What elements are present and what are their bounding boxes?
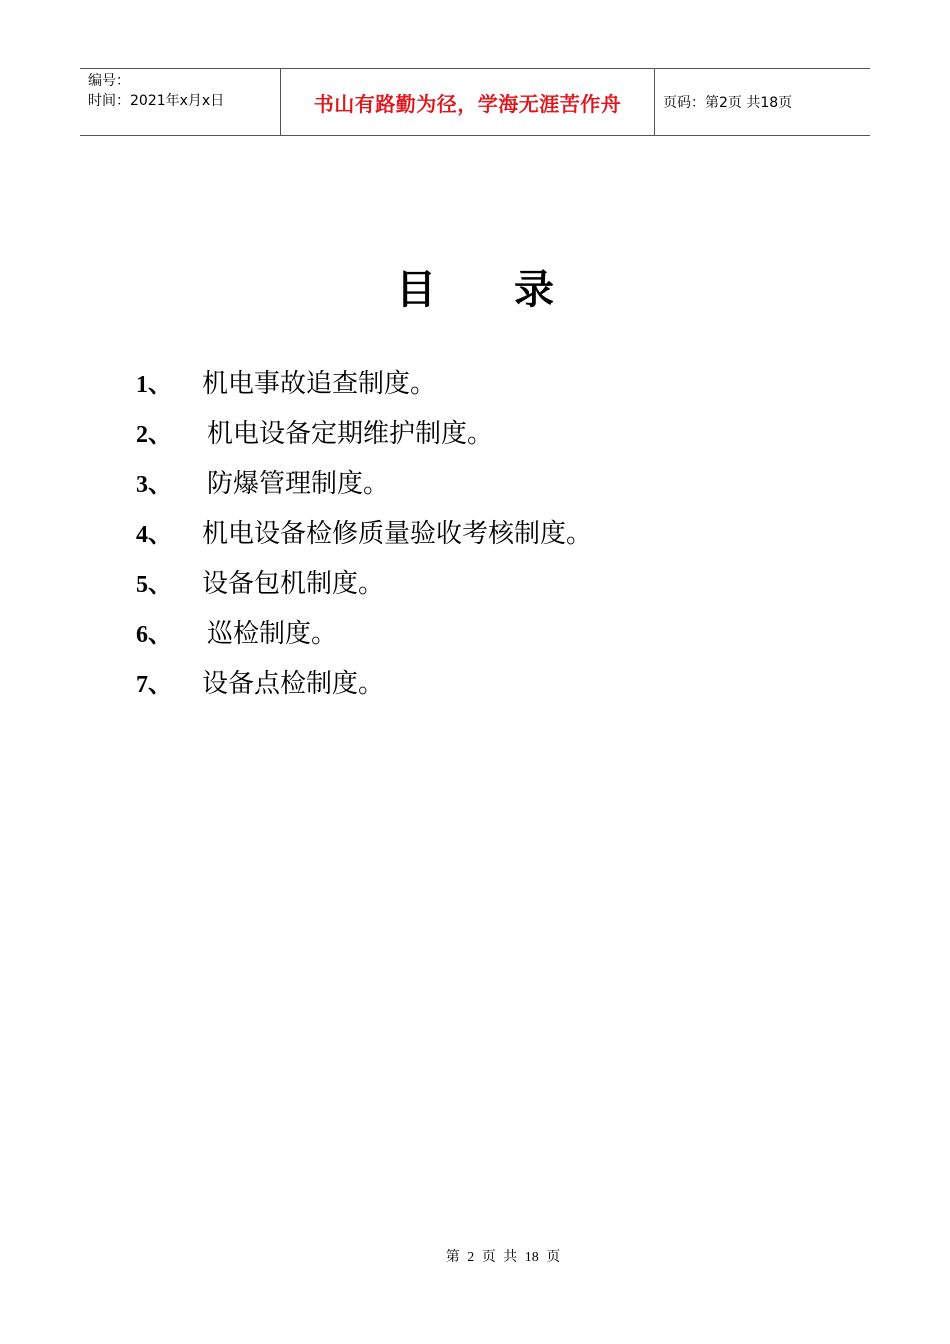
header-time-label: 时间：2021年x月x日 xyxy=(88,93,225,109)
toc-item-number: 1、 xyxy=(136,372,172,398)
toc-item-text: 机电设备检修质量验收考核制度。 xyxy=(202,519,593,549)
toc-item-number: 6、 xyxy=(136,622,172,648)
toc-item xyxy=(136,362,592,412)
toc-item-text: 设备包机制度。 xyxy=(202,569,385,599)
toc-item xyxy=(136,512,592,562)
header-meta xyxy=(80,69,281,135)
toc-item-text: 设备点检制度。 xyxy=(202,669,385,699)
toc-item-text: 机电设备定期维护制度。 xyxy=(207,419,494,449)
toc-item-text: 巡检制度。 xyxy=(207,619,338,649)
toc-item-number: 2、 xyxy=(136,422,172,448)
toc-item-text: 防爆管理制度。 xyxy=(207,469,390,499)
page-footer: 第 2 页 共 18 页 xyxy=(445,1250,561,1265)
toc-item xyxy=(136,662,592,712)
toc-item-text: 机电事故追查制度。 xyxy=(202,369,437,399)
toc-item xyxy=(136,462,592,512)
toc-item xyxy=(136,612,592,662)
toc-list xyxy=(136,362,592,712)
page-header xyxy=(80,68,870,136)
header-motto: 书山有路勤为径，学海无涯苦作舟 xyxy=(313,91,622,116)
header-page-info-cell xyxy=(655,69,870,135)
toc-item xyxy=(136,562,592,612)
toc-item xyxy=(136,412,592,462)
toc-item-number: 3、 xyxy=(136,472,172,498)
header-motto-cell xyxy=(281,69,655,135)
header-number-label: 编号： xyxy=(88,73,130,89)
toc-item-number: 7、 xyxy=(136,672,172,698)
toc-item-number: 5、 xyxy=(136,572,172,598)
toc-item-number: 4、 xyxy=(136,522,172,548)
toc-title: 目录 xyxy=(396,267,632,313)
header-page-info: 页码：第2页 共18页 xyxy=(663,95,793,111)
